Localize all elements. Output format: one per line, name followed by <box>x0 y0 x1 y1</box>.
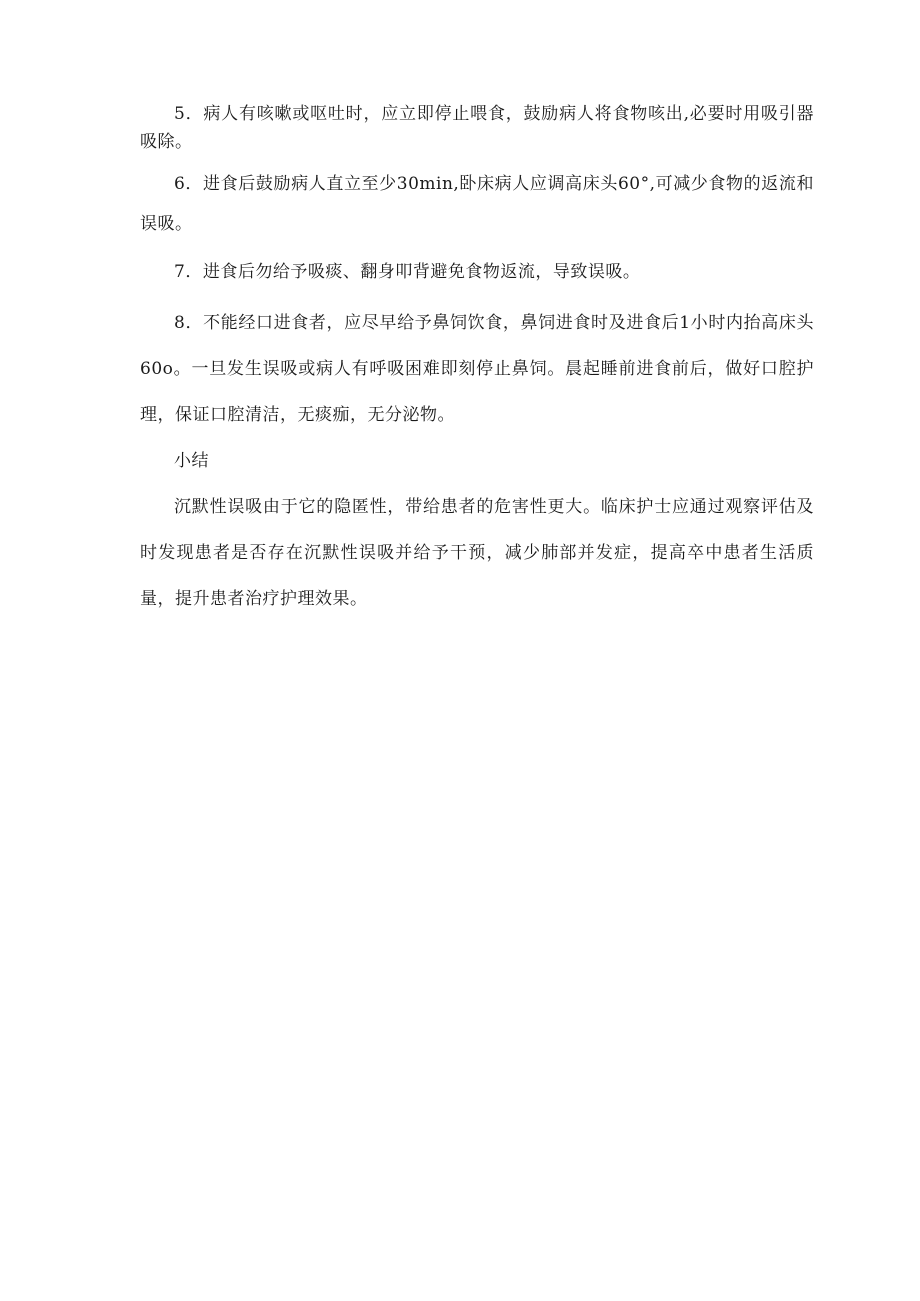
summary-heading: 小结 <box>174 451 209 471</box>
paragraph-item-8: 8．不能经口进食者，应尽早给予鼻饲饮食，鼻饲进食时及进食后1小时内抬高床头60o。一旦发生误吸或病人有呼吸困难即刻停止鼻饲。晨起睡前进食前后，做好口腔护理，保证口腔清洁，无痰痂，无分泌物。 <box>140 313 814 425</box>
paragraph-item-7: 7．进食后勿给予吸痰、翻身叩背避免食物返流，导致误吸。 <box>174 262 641 282</box>
document-body <box>140 100 814 622</box>
summary-paragraph: 沉默性误吸由于它的隐匿性，带给患者的危害性更大。临床护士应通过观察评估及时发现患者是否存在沉默性误吸并给予干预，减少肺部并发症，提高卒中患者生活质量，提升患者治疗护理效果。 <box>140 497 814 609</box>
paragraph-item-5: 5．病人有咳嗽或呕吐时，应立即停止喂食，鼓励病人将食物咳出,必要时用吸引器吸除。 <box>140 104 814 152</box>
paragraph-item-6: 6．进食后鼓励病人直立至少30min,卧床病人应调高床头60°,可减少食物的返流和误吸。 <box>140 174 814 234</box>
